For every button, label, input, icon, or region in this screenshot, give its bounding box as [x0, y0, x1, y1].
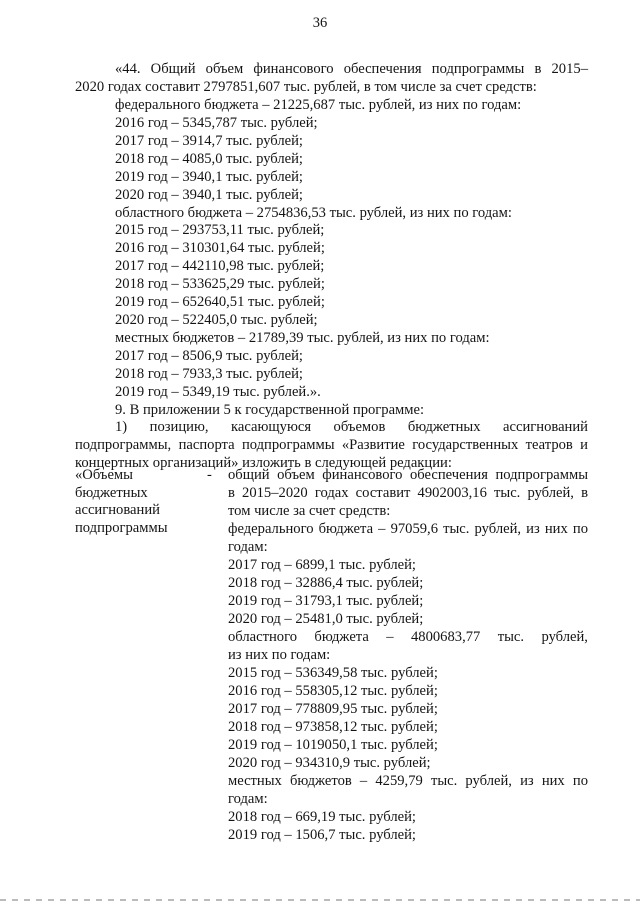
local-header: местных бюджетов – 21789,39 тыс. рублей, из них по годам:	[115, 330, 490, 346]
federal-year-row: 2018 год – 32886,4 тыс. рублей;	[228, 575, 424, 591]
sub1-line-1	[115, 419, 588, 436]
local-total-line-1: местных бюджетов – 4259,79 тыс. рублей, из них по	[228, 773, 588, 789]
local-year-row: 2019 год – 1506,7 тыс. рублей;	[228, 827, 416, 843]
local-year-row: 2018 год – 669,19 тыс. рублей;	[228, 809, 416, 825]
regional-year-line: 2016 год – 310301,64 тыс. рублей;	[115, 240, 325, 256]
total-line-2: в 2015–2020 годах составит 4902003,16 тыс. рублей, в	[228, 485, 588, 501]
regional-word: 4800683,77	[410, 629, 481, 645]
regional-year-row: 2016 год – 558305,12 тыс. рублей;	[228, 683, 438, 699]
regional-header: областного бюджета – 2754836,53 тыс. рублей, из них по годам:	[115, 205, 512, 221]
sub1-word: объемов	[333, 419, 386, 435]
para44-line-2: 2020 годах составит 2797851,607 тыс. рублей, в том числе за счет средств:	[75, 79, 537, 95]
regional-year-line: 2019 год – 652640,51 тыс. рублей;	[115, 294, 325, 310]
regional-word: тыс.	[497, 629, 525, 645]
table-left-line: подпрограммы	[75, 519, 168, 536]
federal-year-line: 2016 год – 5345,787 тыс. рублей;	[115, 115, 318, 131]
para44-line-1: «44. Общий объем финансового обеспечения подпрограммы в 2015–	[115, 61, 588, 77]
sub1-word: ассигнований	[503, 419, 588, 435]
federal-year-row: 2019 год – 31793,1 тыс. рублей;	[228, 593, 424, 609]
sub1-word: бюджетных	[407, 419, 481, 435]
regional-year-row: 2020 год – 934310,9 тыс. рублей;	[228, 755, 431, 771]
federal-total-line-1: федерального бюджета – 97059,6 тыс. рублей, из них по	[228, 521, 588, 537]
federal-year-line: 2019 год – 3940,1 тыс. рублей;	[115, 169, 303, 185]
regional-year-line: 2015 год – 293753,11 тыс. рублей;	[115, 222, 325, 238]
sub1-word: касающуюся	[231, 419, 312, 435]
page-number: 36	[312, 15, 328, 31]
federal-year-row: 2020 год – 25481,0 тыс. рублей;	[228, 611, 424, 627]
regional-word: –	[386, 629, 394, 645]
federal-header: федерального бюджета – 21225,687 тыс. рублей, из них по годам:	[115, 97, 522, 113]
sub1-line-3: концертных организаций» изложить в следующей редакции:	[75, 455, 452, 471]
item-9: 9. В приложении 5 к государственной программе:	[115, 402, 425, 418]
federal-year-row: 2017 год – 6899,1 тыс. рублей;	[228, 557, 416, 573]
scan-edge-divider	[0, 899, 640, 901]
total-line-1: общий объем финансового обеспечения подпрограммы	[228, 467, 588, 483]
table-dash: -	[207, 467, 212, 483]
local-year-line: 2017 год – 8506,9 тыс. рублей;	[115, 348, 303, 364]
sub1-word: позицию,	[149, 419, 209, 435]
table-left-line: «Объемы	[75, 467, 133, 483]
sub1-line-2: подпрограммы, паспорта подпрограммы «Развитие государственных театров и	[75, 437, 588, 453]
sub1-word: 1)	[115, 419, 128, 435]
regional-year-row: 2015 год – 536349,58 тыс. рублей;	[228, 665, 438, 681]
federal-year-line: 2020 год – 3940,1 тыс. рублей;	[115, 187, 303, 203]
regional-year-row: 2019 год – 1019050,1 тыс. рублей;	[228, 737, 438, 753]
regional-year-row: 2018 год – 973858,12 тыс. рублей;	[228, 719, 438, 735]
local-total-line-2: годам:	[228, 791, 268, 807]
federal-total-line-2: годам:	[228, 539, 268, 555]
local-year-line: 2018 год – 7933,3 тыс. рублей;	[115, 366, 303, 382]
regional-total-line-1	[228, 629, 588, 646]
regional-word: рублей,	[541, 629, 588, 645]
regional-year-line: 2017 год – 442110,98 тыс. рублей;	[115, 258, 325, 274]
local-year-line: 2019 год – 5349,19 тыс. рублей.».	[115, 384, 321, 400]
regional-year-line: 2018 год – 533625,29 тыс. рублей;	[115, 276, 325, 292]
regional-year-row: 2017 год – 778809,95 тыс. рублей;	[228, 701, 438, 717]
regional-total-line-2: из них по годам:	[228, 647, 331, 663]
regional-word: бюджета	[314, 629, 369, 645]
regional-word: областного	[228, 629, 297, 645]
regional-year-line: 2020 год – 522405,0 тыс. рублей;	[115, 312, 318, 328]
table-left-line: бюджетных	[75, 484, 148, 501]
table-left-column	[75, 467, 205, 537]
federal-year-line: 2017 год – 3914,7 тыс. рублей;	[115, 133, 303, 149]
table-left-line: ассигнований	[75, 502, 160, 518]
federal-year-line: 2018 год – 4085,0 тыс. рублей;	[115, 151, 303, 167]
total-line-3: том числе за счет средств:	[228, 503, 391, 519]
